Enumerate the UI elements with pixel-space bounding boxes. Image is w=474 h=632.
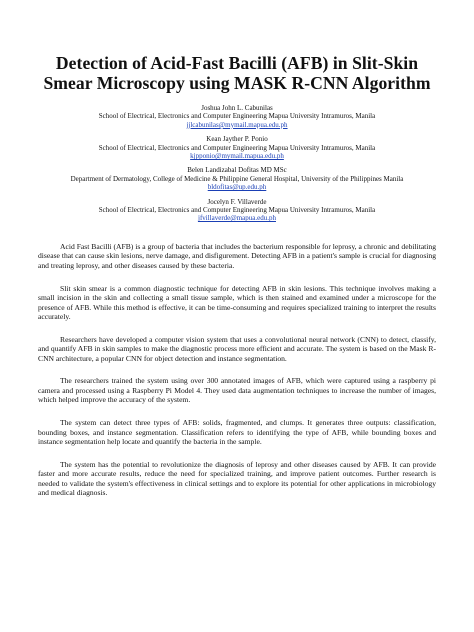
author-name: Kean Jayther P. Ponio: [206, 135, 268, 144]
author-block: [38, 198, 436, 223]
author-block: [38, 166, 436, 191]
abstract-body: [38, 242, 436, 498]
author-email-link[interactable]: jjlcabunilas@mymail.mapua.edu.ph: [186, 120, 288, 129]
body-paragraph: Acid Fast Bacilli (AFB) is a group of bacteria that includes the bacterium responsible for leprosy, a chronic and debilitating disease that can cause skin lesions, nerve damage, and disfigurement. Detecting AFB in a patient's sample is crucial for diagnosing and treating leprosy, and other diseases caused by these bacteria.: [38, 241, 436, 270]
author-name: Joshua John L. Cabunilas: [201, 104, 273, 112]
author-list: [38, 104, 436, 223]
author-email-link[interactable]: jfvillaverde@mapua.edu.ph: [198, 214, 276, 223]
author-affiliation: School of Electrical, Electronics and Computer Engineering Mapua University Intramuros, Manila: [98, 112, 376, 121]
author-name: Belen Landizabal Dofitas MD MSc: [187, 166, 287, 175]
author-email-link[interactable]: bldofitas@up.edu.ph: [207, 183, 267, 192]
body-paragraph: The system can detect three types of AFB: solids, fragmented, and clumps. It generates three outputs: classification, bounding boxes, and instance segmentation. Classification refers to identifying the type of AFB, while bounding boxes and instance segmentation help locate and quantify the bacteria in the sample.: [38, 417, 436, 447]
body-paragraph: Researchers have developed a computer vision system that uses a convolutional neural network (CNN) to detect, classify, and quantify AFB in skin samples to make the diagnostic process more efficient and accurate. The system is based on the Mask R-CNN architecture, a popular CNN for object detection and instance segmentation.: [38, 334, 436, 363]
author-block: [38, 135, 436, 160]
author-block: [38, 104, 436, 129]
author-name: Jocelyn F. Villaverde: [207, 197, 267, 206]
paper-title: Detection of Acid-Fast Bacilli (AFB) in Slit-Skin Smear Microscopy using MASK R-CNN Algorithm: [43, 53, 431, 93]
body-paragraph: The researchers trained the system using over 300 annotated images of AFB, which were captured using a raspberry pi camera and processed using a Raspberry Pi Model 4. They used data augmentation techniques to increase the number of images, which helped improve the accuracy of the system.: [38, 376, 436, 405]
body-paragraph: Slit skin smear is a common diagnostic technique for detecting AFB in skin lesions. This technique involves making a small incision in the skin and collecting a small tissue sample, which is then stained and examined under a microscope for the presence of AFB. While this method is effective, it can be time-consuming and requires specialized training to interpret the results accurately.: [38, 283, 436, 322]
body-paragraph: The system has the potential to revolutionize the diagnosis of leprosy and other diseases caused by AFB. It can provide faster and more accurate results, reduce the need for specialized training, and improve patient outcomes. Further research is needed to validate the system's effectiveness in clinical settings and to explore its potential for other applications in microbiology and medical diagnosis.: [38, 459, 436, 498]
author-email-link[interactable]: kjpponio@mymail.mapua.edu.ph: [190, 152, 284, 161]
author-affiliation: School of Electrical, Electronics and Computer Engineering Mapua University Intramuros, Manila: [98, 206, 376, 215]
author-affiliation: Department of Dermatology, College of Medicine & Philippine General Hospital, University of the Philippines Manila: [70, 174, 404, 183]
author-affiliation: School of Electrical, Electronics and Computer Engineering Mapua University Intramuros, Manila: [98, 143, 376, 152]
